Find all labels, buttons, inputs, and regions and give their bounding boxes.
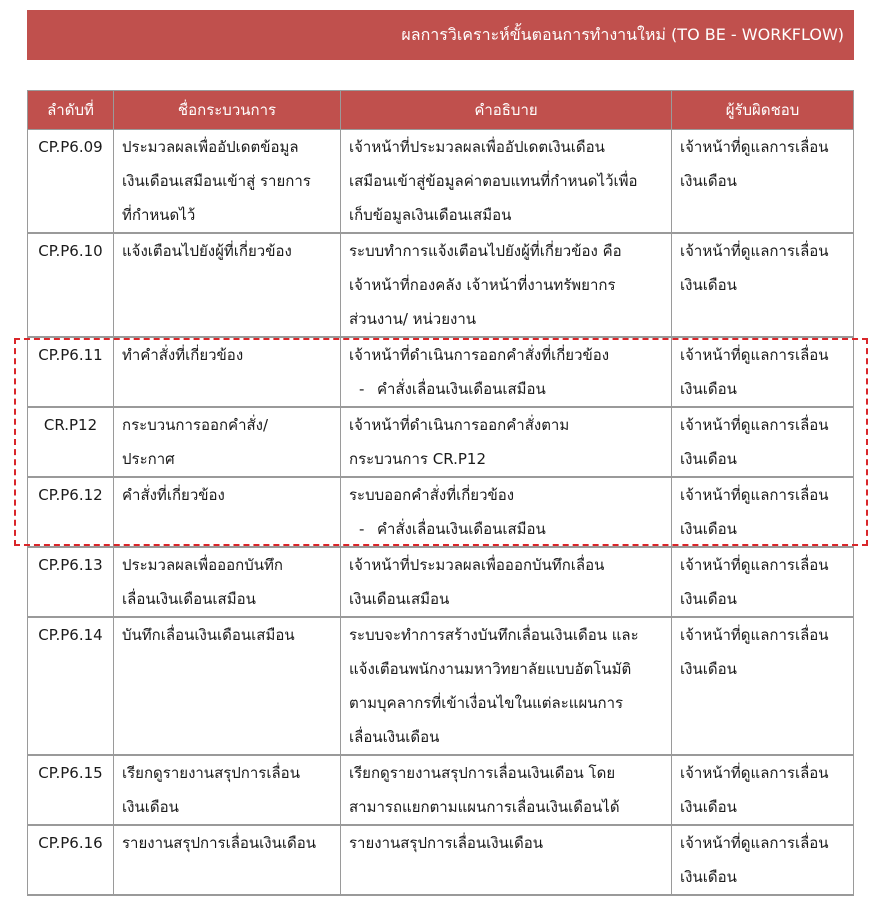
row-description: เจ้าหน้าที่ประมวลผลเพื่อออกบันทึกเลื่อน เงินเดือนเสมือน xyxy=(341,547,672,617)
table-row xyxy=(28,755,854,825)
row-code: CR.P12 xyxy=(28,407,114,477)
table-row xyxy=(28,130,854,234)
row-responsible: เจ้าหน้าที่ดูแลการเลื่อน เงินเดือน xyxy=(672,407,854,477)
row-description: เจ้าหน้าที่ดำเนินการออกคำสั่งที่เกี่ยวข้อง - คำสั่งเลื่อนเงินเดือนเสมือน xyxy=(341,337,672,407)
row-process-name: คำสั่งที่เกี่ยวข้อง xyxy=(114,477,341,547)
row-process-name: กระบวนการออกคำสั่ง/ ประกาศ xyxy=(114,407,341,477)
row-description: รายงานสรุปการเลื่อนเงินเดือน xyxy=(341,825,672,895)
table-header-row xyxy=(28,91,854,130)
row-description: ระบบทำการแจ้งเตือนไปยังผู้ที่เกี่ยวข้อง คือ เจ้าหน้าที่กองคลัง เจ้าหน้าที่งานทรัพยากร ส่วนงาน/ หน่วยงาน xyxy=(341,233,672,337)
row-code: CP.P6.14 xyxy=(28,617,114,755)
row-description: ระบบจะทำการสร้างบันทึกเลื่อนเงินเดือน และ แจ้งเตือนพนักงานมหาวิทยาลัยแบบอัตโนมัติ ตามบุคลากรที่เข้าเงื่อนไขในแต่ละแผนการ เลื่อนเงินเดือน xyxy=(341,617,672,755)
table-row xyxy=(28,407,854,477)
row-description: ระบบออกคำสั่งที่เกี่ยวข้อง - คำสั่งเลื่อนเงินเดือนเสมือน xyxy=(341,477,672,547)
table-row xyxy=(28,337,854,407)
row-description: เรียกดูรายงานสรุปการเลื่อนเงินเดือน โดย สามารถแยกตามแผนการเลื่อนเงินเดือนได้ xyxy=(341,755,672,825)
bullet-item: - คำสั่งเลื่อนเงินเดือนเสมือน xyxy=(359,380,546,398)
row-code: CP.P6.11 xyxy=(28,337,114,407)
row-process-name: ประมวลผลเพื่อออกบันทึก เลื่อนเงินเดือนเสมือน xyxy=(114,547,341,617)
row-code: CP.P6.16 xyxy=(28,825,114,895)
header-responsible: ผู้รับผิดชอบ xyxy=(672,91,854,130)
row-responsible: เจ้าหน้าที่ดูแลการเลื่อน เงินเดือน xyxy=(672,547,854,617)
row-responsible: เจ้าหน้าที่ดูแลการเลื่อน เงินเดือน xyxy=(672,130,854,234)
table-row xyxy=(28,233,854,337)
row-code: CP.P6.12 xyxy=(28,477,114,547)
row-description: เจ้าหน้าที่ประมวลผลเพื่ออัปเดตเงินเดือน เสมือนเข้าสู่ข้อมูลค่าตอบแทนที่กำหนดไว้เพื่อ เก็บข้อมูลเงินเดือนเสมือน xyxy=(341,130,672,234)
row-process-name: บันทึกเลื่อนเงินเดือนเสมือน xyxy=(114,617,341,755)
row-code: CP.P6.13 xyxy=(28,547,114,617)
title-banner xyxy=(27,10,854,60)
row-responsible: เจ้าหน้าที่ดูแลการเลื่อน เงินเดือน xyxy=(672,755,854,825)
row-responsible: เจ้าหน้าที่ดูแลการเลื่อน เงินเดือน xyxy=(672,337,854,407)
header-sequence: ลำดับที่ xyxy=(28,91,114,130)
row-responsible: เจ้าหน้าที่ดูแลการเลื่อน เงินเดือน xyxy=(672,233,854,337)
row-responsible: เจ้าหน้าที่ดูแลการเลื่อน เงินเดือน xyxy=(672,825,854,895)
row-code: CP.P6.10 xyxy=(28,233,114,337)
row-responsible: เจ้าหน้าที่ดูแลการเลื่อน เงินเดือน xyxy=(672,477,854,547)
table-row xyxy=(28,477,854,547)
row-process-name: เรียกดูรายงานสรุปการเลื่อน เงินเดือน xyxy=(114,755,341,825)
row-description: เจ้าหน้าที่ดำเนินการออกคำสั่งตาม กระบวนการ CR.P12 xyxy=(341,407,672,477)
table-row xyxy=(28,547,854,617)
bullet-item: - คำสั่งเลื่อนเงินเดือนเสมือน xyxy=(359,520,546,538)
row-code: CP.P6.09 xyxy=(28,130,114,234)
header-description: คำอธิบาย xyxy=(341,91,672,130)
header-process-name: ชื่อกระบวนการ xyxy=(114,91,341,130)
row-process-name: แจ้งเตือนไปยังผู้ที่เกี่ยวข้อง xyxy=(114,233,341,337)
row-process-name: รายงานสรุปการเลื่อนเงินเดือน xyxy=(114,825,341,895)
row-process-name: ประมวลผลเพื่ออัปเดตข้อมูล เงินเดือนเสมือนเข้าสู่ รายการ ที่กำหนดไว้ xyxy=(114,130,341,234)
banner-title: ผลการวิเคราะห์ขั้นตอนการทำงานใหม่ (TO BE - WORKFLOW) xyxy=(401,24,844,44)
table-row xyxy=(28,825,854,895)
row-code: CP.P6.15 xyxy=(28,755,114,825)
workflow-table xyxy=(27,90,854,896)
table-row xyxy=(28,617,854,755)
row-responsible: เจ้าหน้าที่ดูแลการเลื่อน เงินเดือน xyxy=(672,617,854,755)
row-process-name: ทำคำสั่งที่เกี่ยวข้อง xyxy=(114,337,341,407)
